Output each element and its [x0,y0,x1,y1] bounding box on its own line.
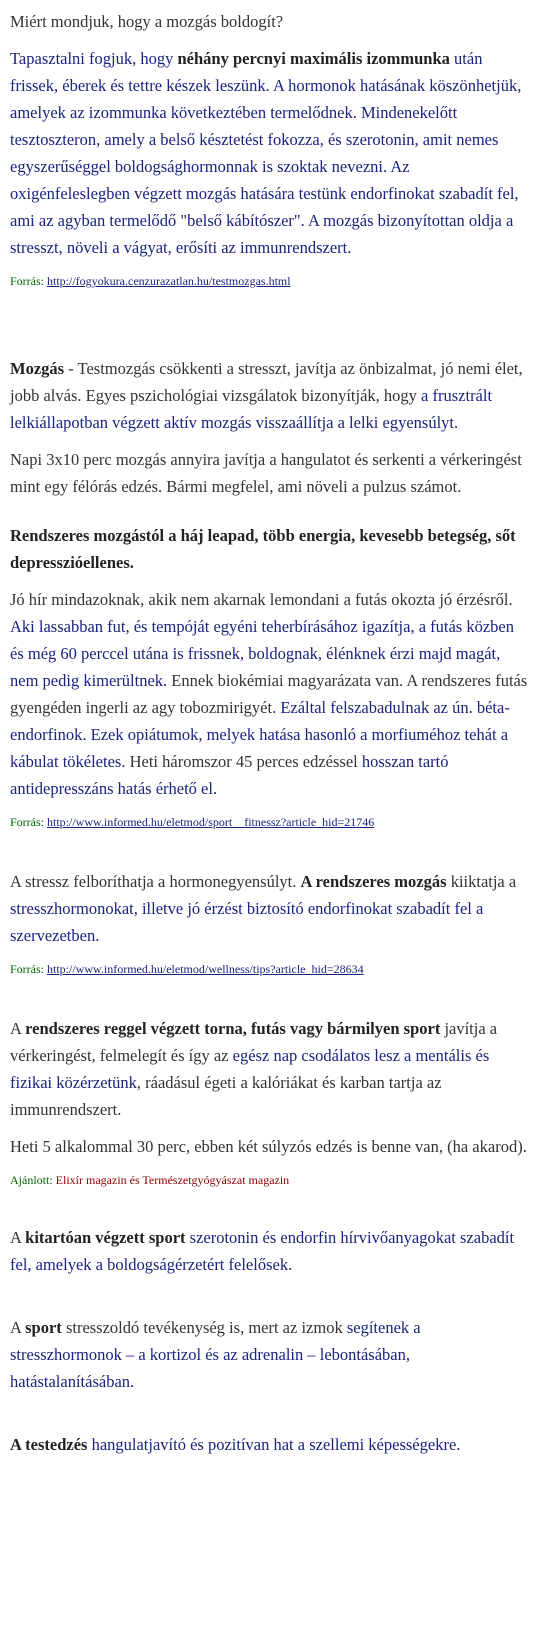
recommendation-line: Ajánlott: Elixír magazin és Természetgyógyászat magazin [10,1173,290,1187]
paragraph: A testedzés hangulatjavító és pozitívan hat a szellemi képességekre. [10,1435,461,1454]
paragraph: Napi 3x10 perc mozgás annyira javítja a hangulatot és serkenti a vérkeringést mint egy félórás edzés. Bármi megfelel, ami növeli a pulzus számot. [10,450,522,496]
source-link[interactable]: http://fogyokura.cenzurazatlan.hu/testmozgas.html [47,274,291,288]
section-heading: Rendszeres mozgástól a háj leapad, több energia, kevesebb betegség, sőt depresszióellenes. [10,526,516,572]
paragraph: Tapasztalni fogjuk, hogy néhány percnyi maximális izommunka után frissek, éberek és tettre készek leszünk. A hormonok hatásának köszönhetjük, amelyek az izommunka következtében termelődnek. Mindenekelőtt tesztoszteron, amely a belső késztetést fokozza, és szerotonin, amit nemes egyszerűséggel boldogsághormonnak is szoktak nevezni. Az oxigénfeleslegben végzett mozgás hatására testünk endorfinokat szabadít fel, ami az agyban termelődő "belső kábítószer". A mozgás bizonyítottan oldja a stresszt, növeli a vágyat, erősíti az immunrendszert. [10,49,522,257]
paragraph: Heti 5 alkalommal 30 perc, ebben két súlyzós edzés is benne van, (ha akarod). [10,1137,527,1156]
paragraph: A kitartóan végzett sport szerotonin és endorfin hírvivőanyagokat szabadít fel, amelyek a boldogságérzetért felelősek. [10,1228,515,1274]
source-line: Forrás: http://www.informed.hu/eletmod/sport__fitnessz?article_hid=21746 [10,815,375,829]
source-link[interactable]: http://www.informed.hu/eletmod/wellness/tips?article_hid=28634 [47,962,364,976]
paragraph: A rendszeres reggel végzett torna, futás vagy bármilyen sport javítja a vérkeringést, felmelegít és így az egész nap csodálatos lesz a mentális és fizikai közérzetünk, ráadásul égeti a kalóriákat és karban tartja az immunrendszert. [10,1019,498,1119]
paragraph: Mozgás - Testmozgás csökkenti a stresszt, javítja az önbizalmat, jó nemi élet, jobb alvás. Egyes pszichológiai vizsgálatok bizonyítják, hogy a frusztrált lelkiállapotban végzett aktív mozgás visszaállítja a lelki egyensúlyt. [10,359,523,432]
source-link[interactable]: http://www.informed.hu/eletmod/sport__fitnessz?article_hid=21746 [47,815,375,829]
paragraph: A sport stresszoldó tevékenység is, mert az izmok segítenek a stresszhormonok – a kortizol és az adrenalin – lebontásában, hatástalanításában. [10,1318,421,1391]
recommendation-text: Elixír magazin és Természetgyógyászat magazin [55,1173,290,1187]
source-line: Forrás: http://fogyokura.cenzurazatlan.hu/testmozgas.html [10,274,291,288]
section-title: Miért mondjuk, hogy a mozgás boldogít? [10,12,284,31]
paragraph: A stressz felboríthatja a hormonegyensúlyt. A rendszeres mozgás kiiktatja a stresszhormonokat, illetve jó érzést biztosító endorfinokat szabadít fel a szervezetben. [10,872,517,945]
source-line: Forrás: http://www.informed.hu/eletmod/wellness/tips?article_hid=28634 [10,962,364,976]
paragraph: Jó hír mindazoknak, akik nem akarnak lemondani a futás okozta jó érzésről. Aki lassabban fut, és tempóját egyéni teherbírásához igazítja, a futás közben és még 60 perccel utána is frissnek, boldognak, élénknek érzi majd magát, nem pedig kimerültnek. Ennek biokémiai magyarázata van. A rendszeres futás gyengéden ingerli az agy tobozmirigyét. Ezáltal felszabadulnak az ún. béta-endorfinok. Ezek opiátumok, melyek hatása hasonló a morfiuméhoz tehát a kábulat tökéletes. Heti háromszor 45 perces edzéssel hosszan tartó antidepresszáns hatás érhető el. [10,590,528,798]
